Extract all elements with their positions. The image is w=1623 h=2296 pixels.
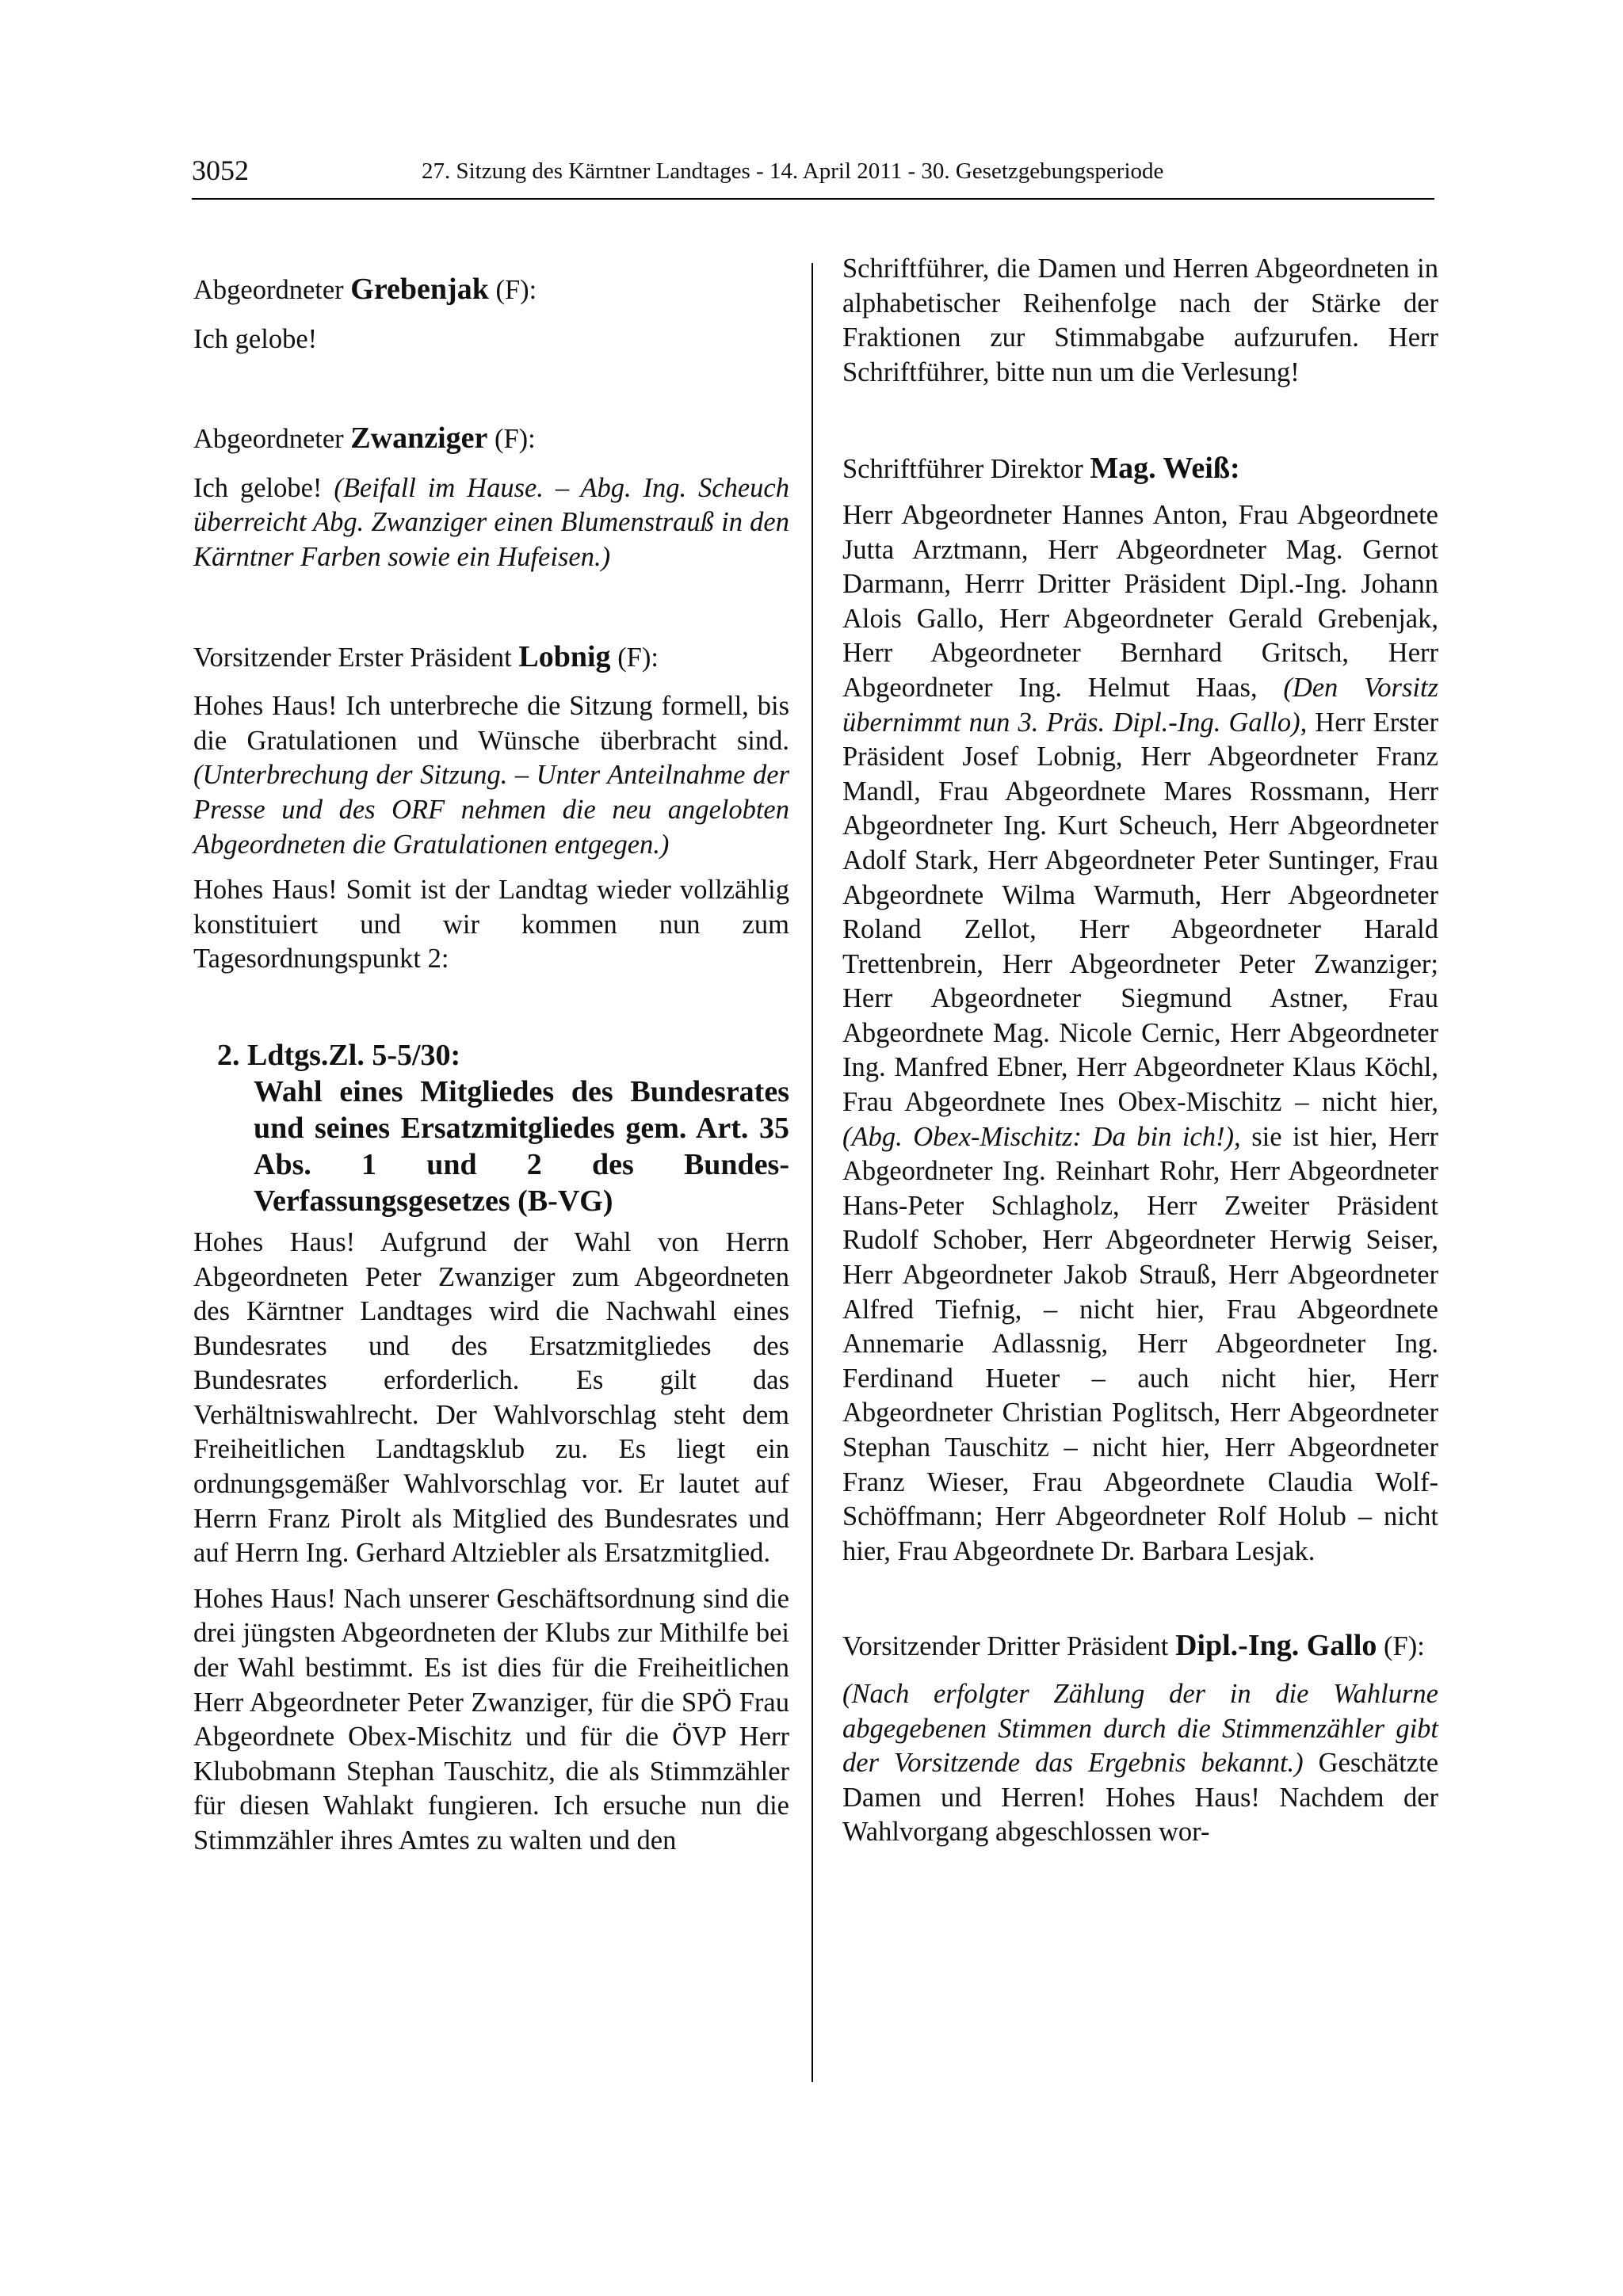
speaker-weiss: Schriftführer Direktor Mag. Weiß:: [842, 452, 1240, 486]
speaker-lobnig: Vorsitzender Erster Präsident Lobnig (F):: [193, 639, 659, 673]
speaker-name: Dipl.-Ing. Gallo: [1174, 1629, 1377, 1663]
speaker-name: Mag. Weiß:: [1090, 452, 1240, 486]
agenda-title: Wahl eines Mitgliedes des Bundesrates und seines Ersatzmitgliedes gem. Art. 35 Abs. 1 und 2 des Bundes-Verfassungsgesetzes (B-VG): [254, 1074, 789, 1218]
agenda-number: 2.: [217, 1038, 240, 1072]
paragraph: Ich gelobe!: [193, 323, 318, 354]
paragraph: Hohes Haus! Ich unterbreche die Sitzung formell, bis die Gratulationen und Wünsche überbracht sind. (Unterbrechung der Sitzung. – Unter Anteilnahme der Presse und des ORF nehmen die neu angelobten Abgeordneten die Gratulationen entgegen.): [193, 691, 789, 860]
right-column: [842, 254, 1439, 1850]
paragraph: Schriftführer, die Damen und Herren Abgeordneten in alphabetischer Reihenfolge nach der Stärke der Fraktionen zur Stimmabgabe aufzurufen. Herr Schriftführer, bitte nun um die Verlesung!: [842, 254, 1438, 387]
speaker-grebenjak: Abgeordneter Grebenjak (F):: [193, 273, 537, 306]
page-header: [192, 154, 1434, 200]
running-title: 27. Sitzung des Kärntner Landtages - 14. April 2011 - 30. Gesetzgebungsperiode: [422, 158, 1164, 184]
paragraph: (Nach erfolgter Zählung der in die Wahlurne abgegebenen Stimmen durch die Stimmenzähler gibt der Vorsitzende das Ergebnis bekannt.) Geschätzte Damen und Herren! Hohes Haus! Nachdem der Wahlvorgang abgeschlossen wor-: [842, 1678, 1439, 1848]
speaker-gallo: Vorsitzender Dritter Präsident Dipl.-Ing. Gallo (F):: [842, 1629, 1425, 1663]
paragraph: Ich gelobe! (Beifall im Hause. – Abg. Ing. Scheuch überreicht Abg. Zwanziger einen Blumenstrauß in den Kärntner Farben sowie ein Hufeisen.): [193, 472, 789, 572]
paragraph: Hohes Haus! Somit ist der Landtag wieder vollzählig konstituiert und wir kommen nun zum Tagesordnungspunkt 2:: [193, 875, 789, 974]
speaker-name: Lobnig: [518, 639, 611, 673]
paragraph: Hohes Haus! Aufgrund der Wahl von Herrn Abgeordneten Peter Zwanziger zum Abgeordneten des Kärntner Landtages wird die Nachwahl eines Bundesrates und des Ersatzmitgliedes des Bundesrates erforderlich. Es gilt das Verhältniswahlrecht. Der Wahlvorschlag steht dem Freiheitlichen Landtagsklub zu. Es liegt ein ordnungsgemäßer Wahlvorschlag vor. Er lautet auf Herrn Franz Pirolt als Mitglied des Bundesrates und auf Herrn Ing. Gerhard Altziebler als Ersatzmitglied.: [193, 1226, 789, 1569]
column-divider: [812, 263, 813, 2082]
speaker-name: Zwanziger: [350, 421, 488, 456]
paragraph: Hohes Haus! Nach unserer Geschäftsordnung sind die drei jüngsten Abgeordneten der Klubs zur Mithilfe bei der Wahl bestimmt. Es ist dies für die Freiheitlichen Herr Abgeordneter Peter Zwanziger, für die SPÖ Frau Abgeordnete Obex-Mischitz und für die ÖVP Herr Klubobmann Stephan Tauschitz, die als Stimmzähler für diesen Wahlakt fungieren. Ich ersuche nun die Stimmzähler ihres Amtes zu walten und den: [193, 1583, 789, 1855]
agenda-reference: Ldtgs.Zl. 5-5/30:: [247, 1038, 461, 1072]
paragraph: Herr Abgeordneter Hannes Anton, Frau Abgeordnete Jutta Arztmann, Herr Abgeordneter Mag. Gernot Darmann, Herrr Dritter Präsident Dipl.-Ing. Johann Alois Gallo, Herr Abgeordneter Gerald Grebenjak, Herr Abgeordneter Bernhard Gritsch, Herr Abgeordneter Ing. Helmut Haas, (Den Vorsitz übernimmt nun 3. Präs. Dipl.-Ing. Gallo), Herr Erster Präsident Josef Lobnig, Herr Abgeordneter Franz Mandl, Frau Abgeordnete Mares Rossmann, Herr Abgeordneter Ing. Kurt Scheuch, Herr Abgeordneter Adolf Stark, Herr Abgeordneter Peter Suntinger, Frau Abgeordnete Wilma Warmuth, Herr Abgeordneter Roland Zellot, Herr Abgeordneter Harald Trettenbrein, Herr Abgeordneter Peter Zwanziger; Herr Abgeordneter Siegmund Astner, Frau Abgeordnete Mag. Nicole Cernic, Herr Abgeordneter Ing. Manfred Ebner, Herr Abgeordneter Klaus Köchl, Frau Abgeordnete Ines Obex-Mischitz – nicht hier, (Abg. Obex-Mischitz: Da bin ich!), sie ist hier, Herr Abgeordneter Ing. Reinhart Rohr, Herr Abgeordneter Hans-Peter Schlagholz, Herr Zweiter Präsident Rudolf Schober, Herr Abgeordneter Herwig Seiser, Herr Abgeordneter Jakob Strauß, Herr Abgeordneter Alfred Tiefnig, – nicht hier, Frau Abgeordnete Annemarie Adlassnig, Herr Abgeordneter Ing. Ferdinand Hueter – auch nicht hier, Herr Abgeordneter Christian Poglitsch, Herr Abgeordneter Stephan Tauschitz – nicht hier, Herr Abgeordneter Franz Wieser, Frau Abgeordnete Claudia Wolf-Schöffmann; Herr Abgeordneter Rolf Holub – nicht hier, Frau Abgeordnete Dr. Barbara Lesjak.: [842, 499, 1439, 1566]
page-number: 3052: [192, 154, 249, 186]
left-column: [193, 261, 789, 1859]
speaker-name: Grebenjak: [350, 273, 489, 306]
speaker-zwanziger: Abgeordneter Zwanziger (F):: [193, 421, 536, 456]
agenda-item: [217, 1037, 789, 1219]
